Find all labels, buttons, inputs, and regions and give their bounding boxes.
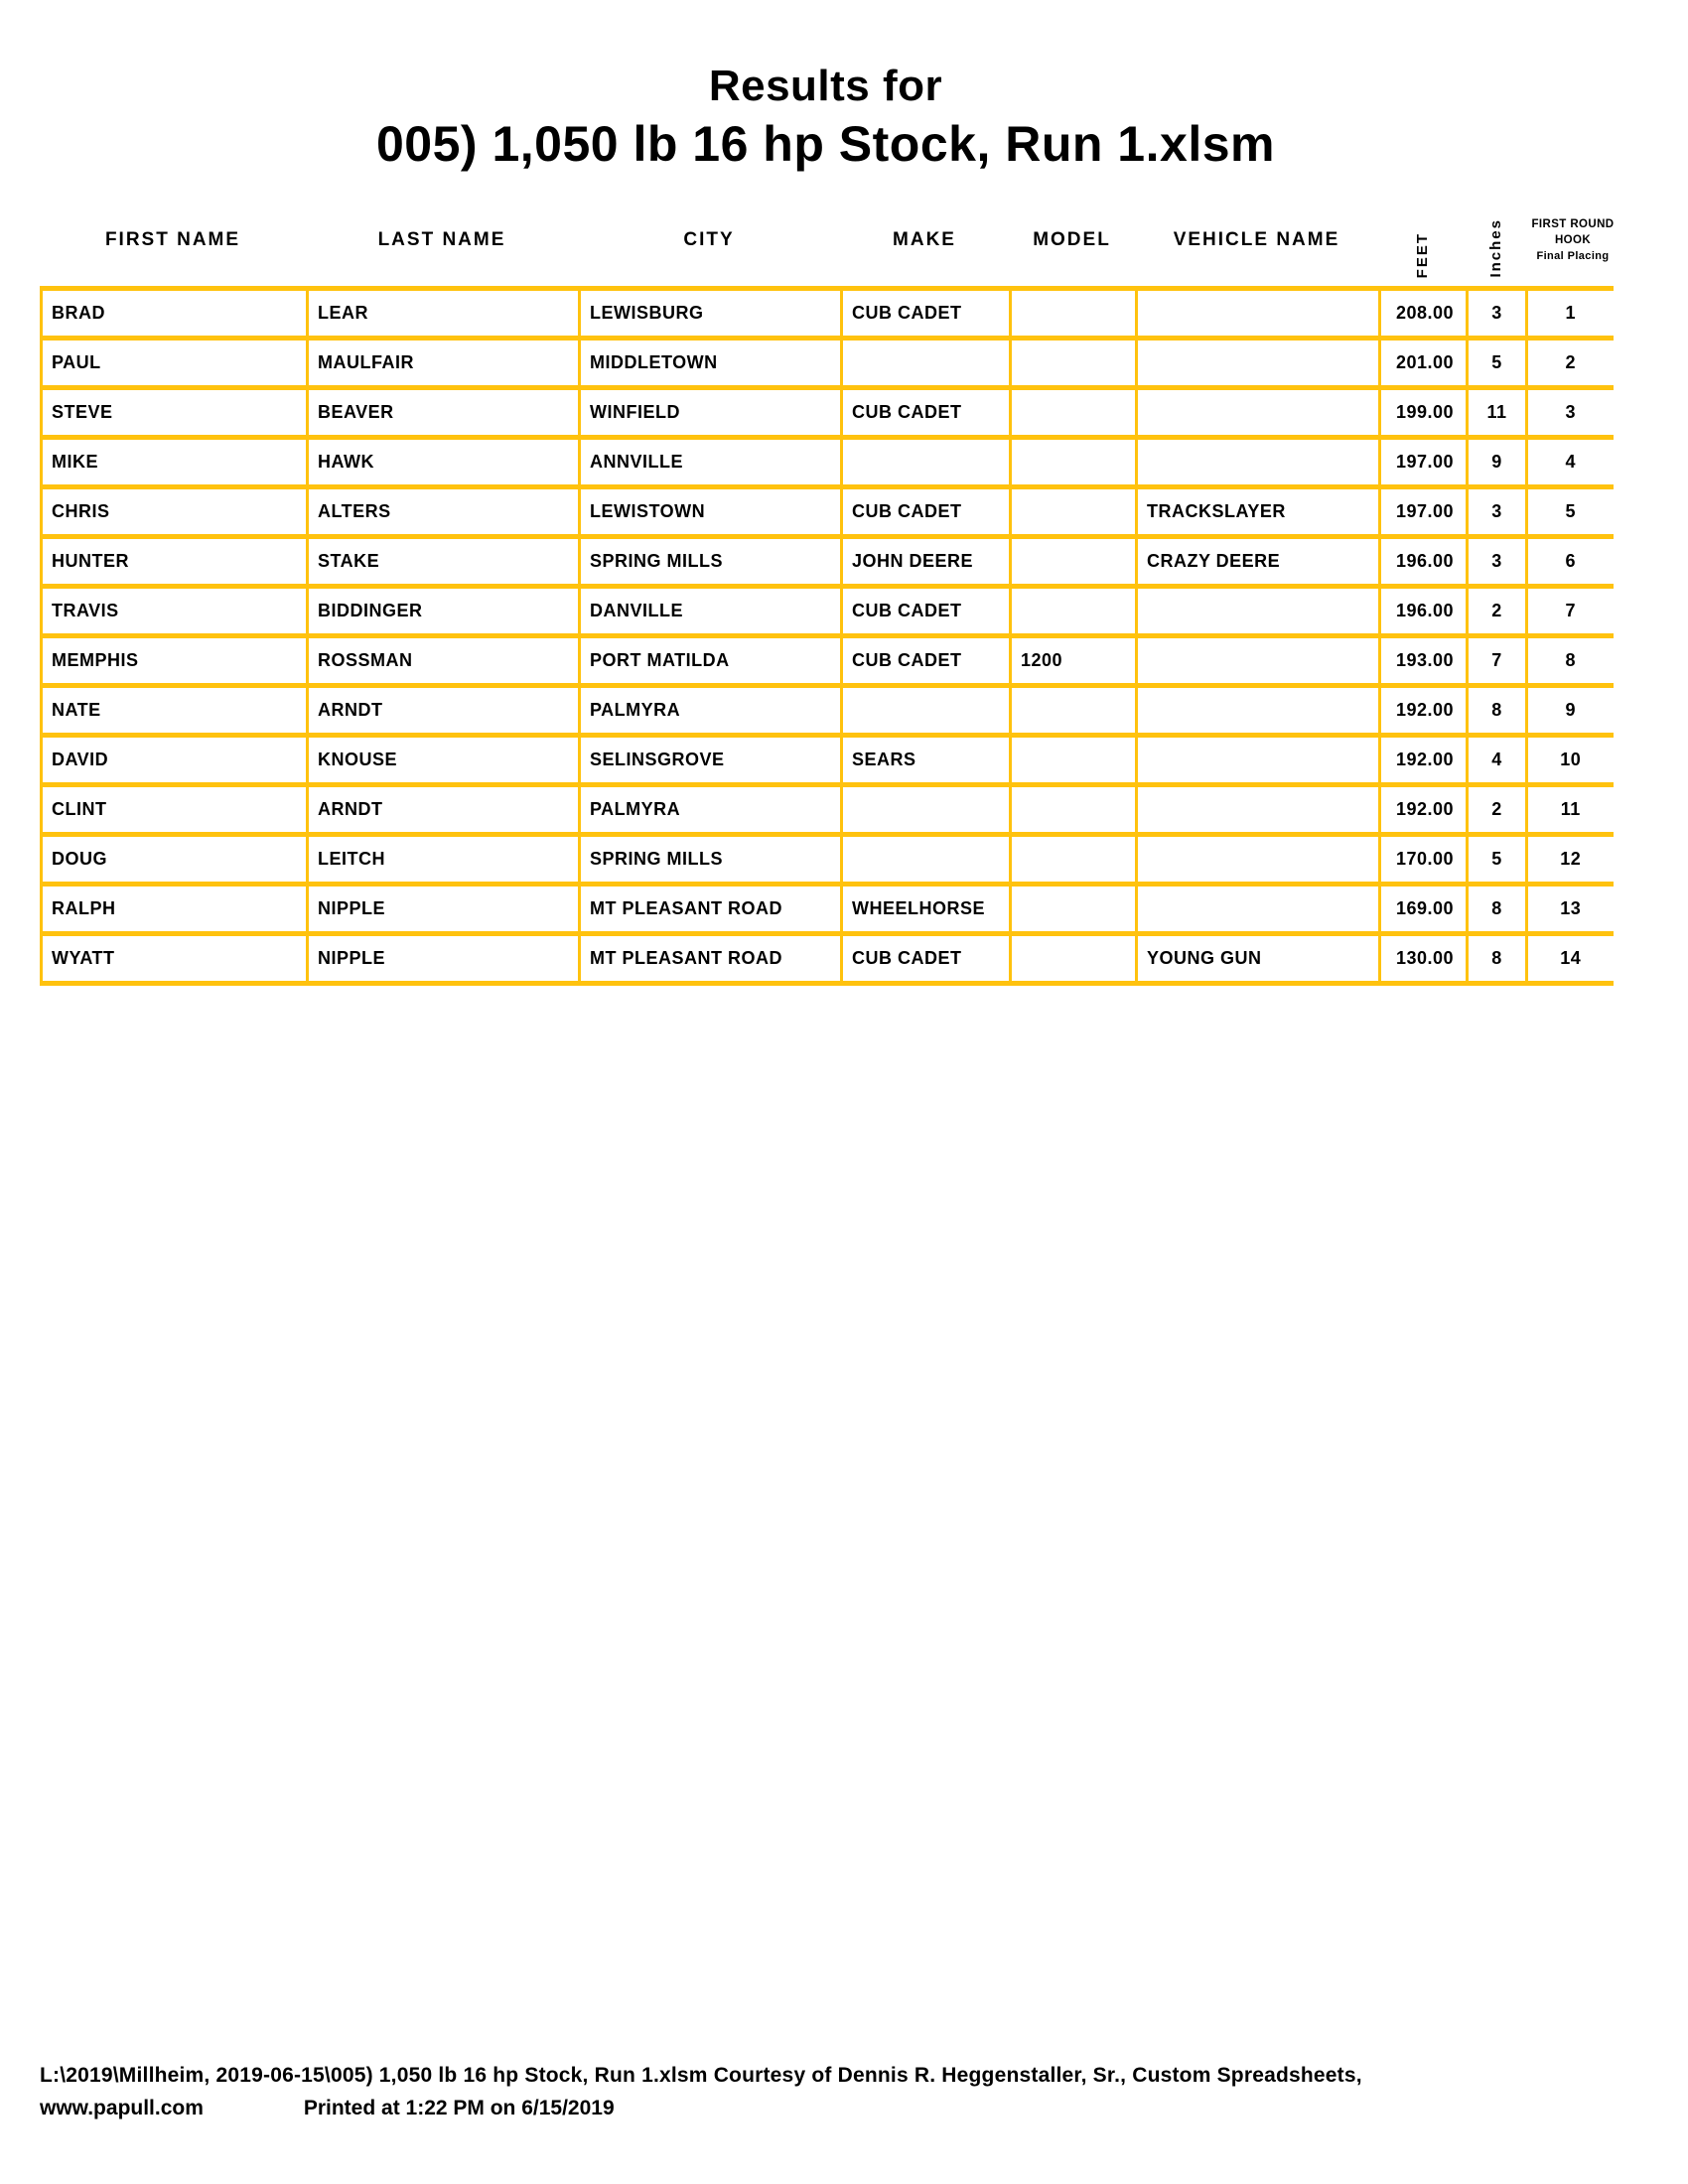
cell-model: [1011, 934, 1137, 984]
cell-model: [1011, 487, 1137, 537]
table-row: [42, 785, 1614, 835]
footer-print-line: [40, 2096, 1648, 2121]
cell-first-name: CLINT: [42, 785, 308, 835]
cell-city: ANNVILLE: [580, 438, 842, 487]
cell-inches: 2: [1468, 785, 1527, 835]
cell-make: [842, 785, 1011, 835]
cell-inches: 3: [1468, 289, 1527, 339]
cell-inches: 8: [1468, 934, 1527, 984]
cell-first-name: RALPH: [42, 885, 308, 934]
cell-vehicle-name: [1137, 736, 1380, 785]
cell-vehicle-name: [1137, 587, 1380, 636]
cell-placing: 2: [1527, 339, 1614, 388]
cell-city: SPRING MILLS: [580, 835, 842, 885]
cell-placing: 5: [1527, 487, 1614, 537]
cell-city: MIDDLETOWN: [580, 339, 842, 388]
table-row: [42, 289, 1614, 339]
cell-feet: 197.00: [1380, 487, 1468, 537]
cell-inches: 3: [1468, 537, 1527, 587]
cell-model: [1011, 438, 1137, 487]
cell-model: [1011, 388, 1137, 438]
cell-inches: 8: [1468, 885, 1527, 934]
cell-feet: 192.00: [1380, 785, 1468, 835]
column-header-inches: Inches: [1486, 218, 1504, 278]
cell-placing: 12: [1527, 835, 1614, 885]
footer-printed-at: Printed at 1:22 PM on 6/15/2019: [303, 2097, 615, 2119]
cell-last-name: LEITCH: [308, 835, 580, 885]
table-row: [42, 686, 1614, 736]
cell-first-name: MEMPHIS: [42, 636, 308, 686]
column-header-feet: FEET: [1413, 231, 1431, 278]
cell-city: SELINSGROVE: [580, 736, 842, 785]
cell-city: DANVILLE: [580, 587, 842, 636]
column-header-final-placing: FIRST ROUND HOOK Final Placing: [1531, 218, 1615, 262]
cell-make: CUB CADET: [842, 289, 1011, 339]
cell-last-name: KNOUSE: [308, 736, 580, 785]
cell-last-name: BEAVER: [308, 388, 580, 438]
cell-placing: 3: [1527, 388, 1614, 438]
cell-model: 1200: [1011, 636, 1137, 686]
table-row: [42, 736, 1614, 785]
cell-feet: 208.00: [1380, 289, 1468, 339]
cell-model: [1011, 736, 1137, 785]
cell-city: PORT MATILDA: [580, 636, 842, 686]
cell-last-name: LEAR: [308, 289, 580, 339]
table-header-row: [0, 199, 1688, 284]
cell-vehicle-name: CRAZY DEERE: [1137, 537, 1380, 587]
cell-model: [1011, 686, 1137, 736]
cell-first-name: MIKE: [42, 438, 308, 487]
table-row: [42, 587, 1614, 636]
cell-city: MT PLEASANT ROAD: [580, 934, 842, 984]
cell-model: [1011, 339, 1137, 388]
cell-inches: 11: [1468, 388, 1527, 438]
cell-model: [1011, 885, 1137, 934]
table-row: [42, 438, 1614, 487]
cell-first-name: NATE: [42, 686, 308, 736]
table-row: [42, 636, 1614, 686]
cell-feet: 169.00: [1380, 885, 1468, 934]
cell-vehicle-name: YOUNG GUN: [1137, 934, 1380, 984]
cell-placing: 1: [1527, 289, 1614, 339]
page-subtitle: 005) 1,050 lb 16 hp Stock, Run 1.xlsm: [376, 116, 1275, 172]
cell-make: JOHN DEERE: [842, 537, 1011, 587]
table-row: [42, 487, 1614, 537]
cell-vehicle-name: [1137, 686, 1380, 736]
cell-feet: 130.00: [1380, 934, 1468, 984]
cell-first-name: DAVID: [42, 736, 308, 785]
cell-first-name: TRAVIS: [42, 587, 308, 636]
table-row: [42, 835, 1614, 885]
cell-make: CUB CADET: [842, 636, 1011, 686]
column-header-last-name: LAST NAME: [377, 229, 506, 250]
cell-vehicle-name: [1137, 636, 1380, 686]
cell-first-name: CHRIS: [42, 487, 308, 537]
cell-vehicle-name: TRACKSLAYER: [1137, 487, 1380, 537]
column-header-first-name: FIRST NAME: [104, 229, 241, 250]
cell-last-name: NIPPLE: [308, 934, 580, 984]
cell-placing: 7: [1527, 587, 1614, 636]
cell-city: PALMYRA: [580, 686, 842, 736]
cell-vehicle-name: [1137, 388, 1380, 438]
cell-first-name: DOUG: [42, 835, 308, 885]
cell-make: [842, 835, 1011, 885]
cell-city: PALMYRA: [580, 785, 842, 835]
cell-city: SPRING MILLS: [580, 537, 842, 587]
cell-first-name: WYATT: [42, 934, 308, 984]
cell-last-name: ROSSMAN: [308, 636, 580, 686]
cell-last-name: STAKE: [308, 537, 580, 587]
column-header-model: MODEL: [1033, 229, 1111, 250]
cell-make: CUB CADET: [842, 487, 1011, 537]
cell-model: [1011, 587, 1137, 636]
cell-inches: 7: [1468, 636, 1527, 686]
cell-make: [842, 339, 1011, 388]
cell-inches: 5: [1468, 835, 1527, 885]
table-row: [42, 537, 1614, 587]
cell-model: [1011, 785, 1137, 835]
cell-make: CUB CADET: [842, 388, 1011, 438]
cell-vehicle-name: [1137, 835, 1380, 885]
cell-vehicle-name: [1137, 885, 1380, 934]
cell-placing: 8: [1527, 636, 1614, 686]
cell-placing: 11: [1527, 785, 1614, 835]
cell-placing: 14: [1527, 934, 1614, 984]
column-header-make: MAKE: [893, 229, 956, 250]
table-row: [42, 339, 1614, 388]
cell-feet: 192.00: [1380, 736, 1468, 785]
cell-city: MT PLEASANT ROAD: [580, 885, 842, 934]
cell-feet: 192.00: [1380, 686, 1468, 736]
cell-first-name: PAUL: [42, 339, 308, 388]
cell-make: SEARS: [842, 736, 1011, 785]
cell-vehicle-name: [1137, 785, 1380, 835]
cell-model: [1011, 289, 1137, 339]
cell-placing: 4: [1527, 438, 1614, 487]
cell-make: [842, 686, 1011, 736]
cell-feet: 193.00: [1380, 636, 1468, 686]
cell-feet: 170.00: [1380, 835, 1468, 885]
cell-last-name: HAWK: [308, 438, 580, 487]
cell-city: LEWISTOWN: [580, 487, 842, 537]
page-title: Results for: [708, 62, 943, 110]
footer-file-path: L:\2019\Millheim, 2019-06-15\005) 1,050 lb 16 hp Stock, Run 1.xlsm Courtesy of Dennis R. Heggenstaller, Sr., Custom Spreadsheets,: [40, 2064, 1362, 2087]
footer-website: www.papull.com: [40, 2097, 204, 2119]
cell-first-name: BRAD: [42, 289, 308, 339]
column-header-city: CITY: [683, 229, 735, 250]
cell-feet: 201.00: [1380, 339, 1468, 388]
cell-placing: 13: [1527, 885, 1614, 934]
cell-feet: 196.00: [1380, 537, 1468, 587]
cell-inches: 2: [1468, 587, 1527, 636]
cell-model: [1011, 835, 1137, 885]
cell-make: CUB CADET: [842, 587, 1011, 636]
table-row: [42, 934, 1614, 984]
cell-city: LEWISBURG: [580, 289, 842, 339]
cell-make: WHEELHORSE: [842, 885, 1011, 934]
cell-last-name: ARNDT: [308, 686, 580, 736]
cell-vehicle-name: [1137, 289, 1380, 339]
cell-first-name: STEVE: [42, 388, 308, 438]
cell-last-name: ALTERS: [308, 487, 580, 537]
cell-inches: 8: [1468, 686, 1527, 736]
cell-model: [1011, 537, 1137, 587]
cell-inches: 5: [1468, 339, 1527, 388]
cell-placing: 6: [1527, 537, 1614, 587]
table-row: [42, 388, 1614, 438]
column-header-vehicle-name: VEHICLE NAME: [1173, 229, 1340, 250]
results-table: [40, 286, 1614, 986]
cell-placing: 9: [1527, 686, 1614, 736]
cell-last-name: NIPPLE: [308, 885, 580, 934]
cell-vehicle-name: [1137, 438, 1380, 487]
cell-placing: 10: [1527, 736, 1614, 785]
cell-vehicle-name: [1137, 339, 1380, 388]
cell-make: [842, 438, 1011, 487]
cell-inches: 4: [1468, 736, 1527, 785]
cell-feet: 197.00: [1380, 438, 1468, 487]
cell-make: CUB CADET: [842, 934, 1011, 984]
table-row: [42, 885, 1614, 934]
footer: [40, 2063, 1648, 2121]
cell-inches: 9: [1468, 438, 1527, 487]
cell-inches: 3: [1468, 487, 1527, 537]
cell-city: WINFIELD: [580, 388, 842, 438]
cell-last-name: MAULFAIR: [308, 339, 580, 388]
cell-first-name: HUNTER: [42, 537, 308, 587]
cell-last-name: BIDDINGER: [308, 587, 580, 636]
cell-feet: 199.00: [1380, 388, 1468, 438]
cell-feet: 196.00: [1380, 587, 1468, 636]
cell-last-name: ARNDT: [308, 785, 580, 835]
